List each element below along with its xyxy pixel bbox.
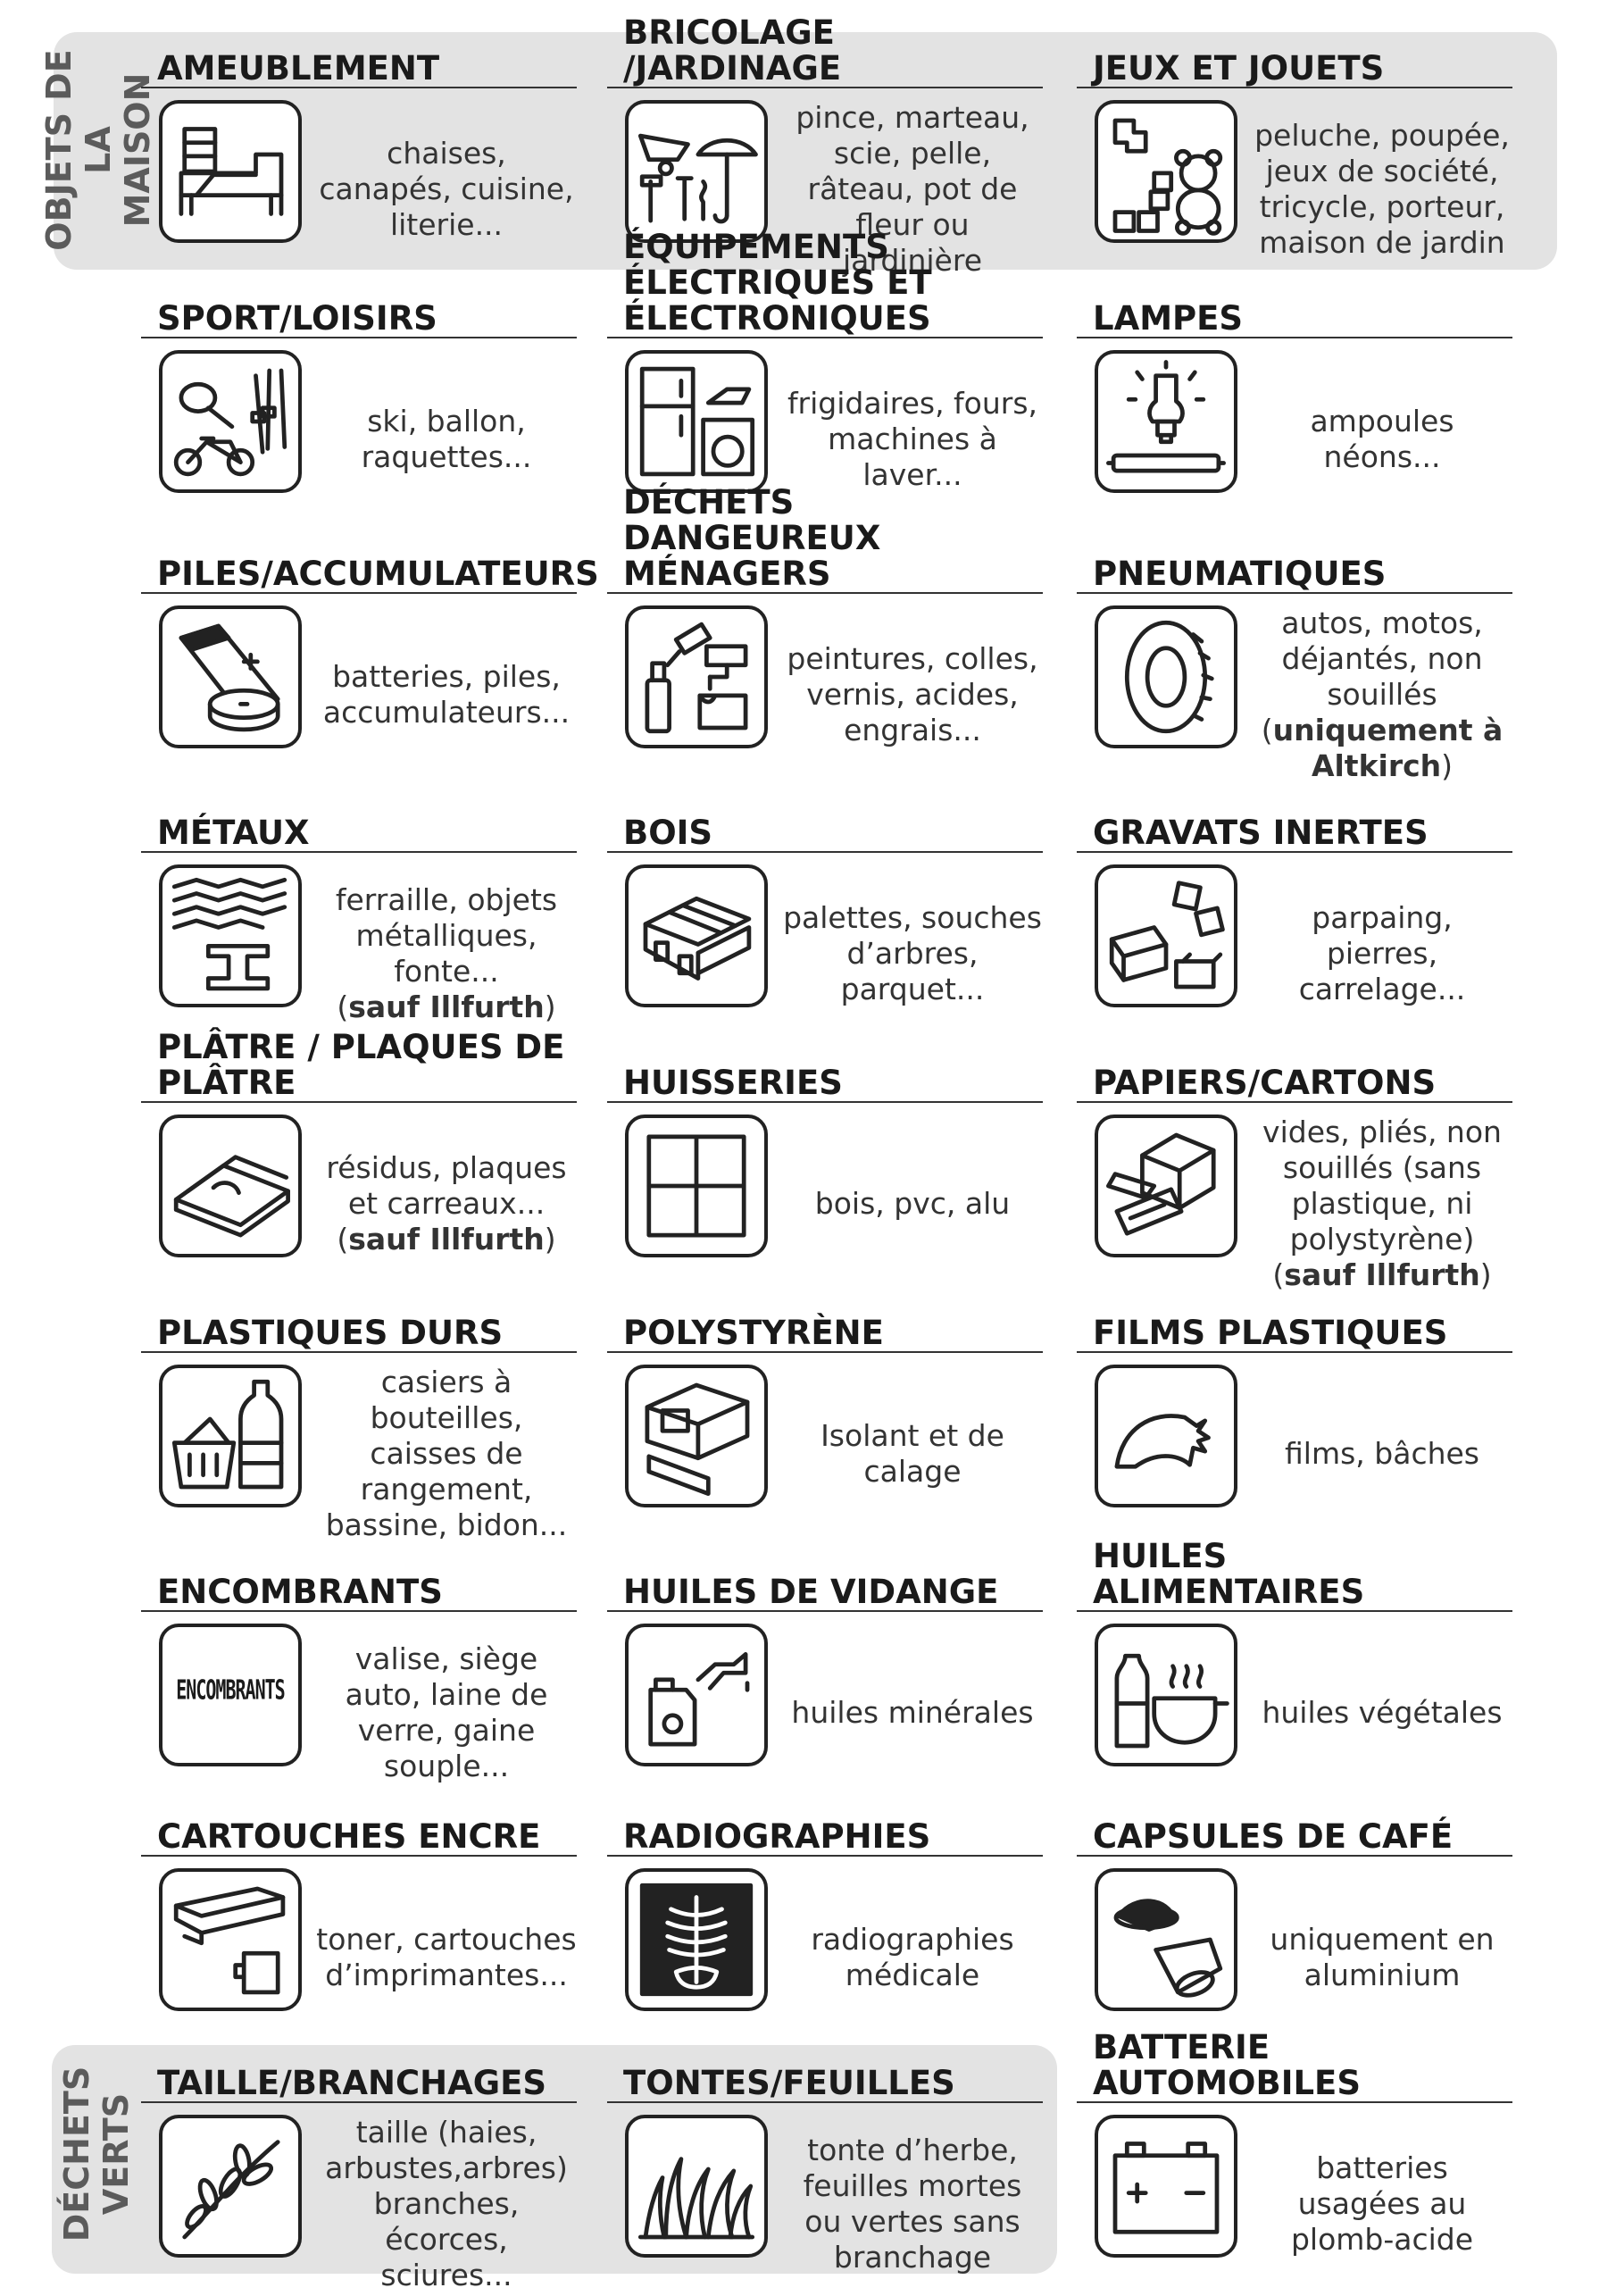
polystyrene-icon <box>625 1365 768 1507</box>
category-26 <box>607 2050 1043 2296</box>
category-description <box>782 1624 1043 1802</box>
category-description <box>1252 1868 1512 2047</box>
category-title: FILMS PLASTIQUES <box>1093 1314 1448 1352</box>
category-title: ÉQUIPEMENTS ÉLECTRIQUES ET ÉLECTRONIQUES <box>623 228 932 338</box>
description-text: valise, siège auto, laine de verre, gaine souple... <box>345 1641 548 1783</box>
description-text: radiographies médicale <box>811 1922 1014 1992</box>
lamp-bulb-icon <box>1095 350 1237 493</box>
divider <box>1077 1855 1512 1857</box>
description-text: toner, cartouches d’imprimantes... <box>316 1922 577 1992</box>
metal-beam-icon <box>159 864 302 1007</box>
category-20 <box>607 1559 1043 1805</box>
branch-leaves-icon <box>159 2115 302 2258</box>
category-24 <box>1077 1804 1512 2050</box>
rubble-bricks-icon <box>1095 864 1237 1007</box>
category-22 <box>141 1804 577 2050</box>
sport-bike-icon <box>159 350 302 493</box>
description-text: frigidaires, fours, machines à laver... <box>787 386 1038 492</box>
restriction-note: uniquement à Altkirch <box>1272 713 1504 783</box>
description-text: palettes, souches d’arbres, parquet... <box>783 900 1042 1006</box>
category-19 <box>141 1559 577 1805</box>
category-23 <box>607 1804 1043 2050</box>
divider <box>1077 1351 1512 1353</box>
grass-icon <box>625 2115 768 2258</box>
divider <box>607 592 1043 594</box>
description-text: huiles végétales <box>1262 1695 1503 1730</box>
category-description <box>782 1365 1043 1543</box>
household-items-label: OBJETS DE LA MAISON <box>39 49 157 251</box>
description-text: chaises, canapés, cuisine, literie... <box>319 136 574 242</box>
category-description <box>316 605 577 784</box>
category-description: vides, pliés, non souillés (sans plastique, ni polystyrène) (sauf Illfurth) <box>1262 1115 1502 1292</box>
appliances-icon <box>625 350 768 493</box>
description-text: bois, pvc, alu <box>814 1186 1011 1221</box>
category-16 <box>141 1300 577 1546</box>
tire-icon <box>1095 605 1237 748</box>
tools-umbrella-icon <box>625 100 768 243</box>
category-description: résidus, plaques et carreaux... (sauf Illfurth) <box>326 1150 567 1257</box>
divider <box>607 87 1043 88</box>
pallet-icon <box>625 864 768 1007</box>
category-description <box>782 864 1043 1043</box>
category-1 <box>141 36 577 281</box>
description-text: films, bâches <box>1285 1436 1479 1471</box>
divider <box>141 1855 577 1857</box>
category-title: BRICOLAGE /JARDINAGE <box>623 13 842 88</box>
category-18 <box>1077 1300 1512 1546</box>
category-title: HUILES DE VIDANGE <box>623 1573 999 1611</box>
description-text: peluche, poupée, jeux de société, tricycle, porteur, maison de jardin <box>1254 118 1510 260</box>
plastic-film-icon <box>1095 1365 1237 1507</box>
divider <box>607 1610 1043 1612</box>
category-title: GRAVATS INERTES <box>1093 814 1429 852</box>
divider <box>1077 592 1512 594</box>
category-title: TONTES/FEUILLES <box>623 2064 955 2102</box>
green-waste-label: DÉCHETS VERTS <box>57 2066 136 2242</box>
category-title: HUILES ALIMENTAIRES <box>1093 1537 1365 1611</box>
description-text: uniquement en aluminium <box>1270 1922 1495 1992</box>
divider <box>607 1855 1043 1857</box>
restriction-note: sauf Illfurth <box>1284 1257 1480 1292</box>
plaster-boards-icon <box>159 1115 302 1257</box>
restriction-note: sauf Illfurth <box>348 1222 545 1257</box>
divider <box>141 1101 577 1103</box>
category-title: CAPSULES DE CAFÉ <box>1093 1817 1454 1856</box>
divider <box>607 337 1043 338</box>
divider <box>1077 851 1512 853</box>
divider <box>607 2101 1043 2103</box>
divider <box>141 87 577 88</box>
category-9 <box>1077 541 1512 787</box>
car-battery-icon <box>1095 2115 1237 2258</box>
category-description <box>316 1624 577 1802</box>
furniture-bed-icon <box>159 100 302 243</box>
description-text: vides, pliés, non souillés (sans plastique, ni polystyrène) <box>1262 1115 1502 1257</box>
divider <box>141 2101 577 2103</box>
category-description: ferraille, objets métalliques, fonte... (sauf Illfurth) <box>335 882 558 1024</box>
category-description <box>316 2115 577 2293</box>
divider <box>607 851 1043 853</box>
toys-teddy-icon <box>1095 100 1237 243</box>
category-title: BOIS <box>623 814 713 852</box>
category-title: PILES/ACCUMULATEURS <box>157 555 599 593</box>
battery-icon <box>159 605 302 748</box>
category-description <box>782 1115 1043 1293</box>
category-description <box>316 1868 577 2047</box>
icon-label: ENCOMBRANTS <box>176 1674 285 1706</box>
category-description <box>782 605 1043 784</box>
description-text: huiles minérales <box>791 1695 1034 1730</box>
description-text: autos, motos, déjantés, non souillés <box>1281 605 1483 712</box>
category-7 <box>141 541 599 787</box>
category-title: POLYSTYRÈNE <box>623 1314 884 1352</box>
divider <box>141 1351 577 1353</box>
category-4 <box>141 286 577 531</box>
category-description <box>1252 1624 1512 1802</box>
category-6 <box>1077 286 1512 531</box>
category-21 <box>1077 1537 1512 1805</box>
category-12 <box>1077 800 1512 1046</box>
category-title: PLASTIQUES DURS <box>157 1314 504 1352</box>
cardboard-box-icon <box>1095 1115 1237 1257</box>
category-title: JEUX ET JOUETS <box>1093 49 1385 88</box>
category-title: SPORT/LOISIRS <box>157 299 437 338</box>
category-description <box>1252 100 1512 279</box>
category-description <box>1252 2115 1512 2293</box>
paint-cans-icon <box>625 605 768 748</box>
category-title: ENCOMBRANTS <box>157 1573 443 1611</box>
category-title: MÉTAUX <box>157 814 310 852</box>
category-13 <box>141 1028 577 1296</box>
plastic-basket-icon <box>159 1365 302 1507</box>
category-8 <box>607 483 1043 787</box>
description-text: résidus, plaques et carreaux... <box>326 1150 567 1221</box>
description-text: taille (haies, arbustes,arbres) branches, écorces, sciures... <box>325 2115 568 2292</box>
category-description <box>1252 1365 1512 1543</box>
category-description <box>782 1868 1043 2047</box>
category-title: RADIOGRAPHIES <box>623 1817 931 1856</box>
coffee-capsule-icon <box>1095 1868 1237 2011</box>
description-text: Isolant et de calage <box>820 1418 1004 1489</box>
category-27 <box>1077 2028 1512 2296</box>
category-11 <box>607 800 1043 1046</box>
divider <box>1077 1610 1512 1612</box>
divider <box>1077 1101 1512 1103</box>
description-text: parpaing, pierres, carrelage... <box>1298 900 1466 1006</box>
category-title: LAMPES <box>1093 299 1244 338</box>
category-10 <box>141 800 577 1046</box>
divider <box>1077 2101 1512 2103</box>
category-description <box>316 100 577 279</box>
divider <box>141 337 577 338</box>
category-17 <box>607 1300 1043 1546</box>
description-text: ferraille, objets métalliques, fonte... <box>335 882 558 989</box>
description-text: batteries, piles, accumulateurs... <box>322 659 571 730</box>
description-text: batteries usagées au plomb-acide <box>1290 2150 1474 2257</box>
oil-can-icon <box>625 1624 768 1766</box>
category-description <box>782 2115 1043 2293</box>
description-text: casiers à bouteilles, caisses de rangement, bassine, bidon... <box>325 1365 568 1542</box>
divider <box>607 1101 1043 1103</box>
category-description <box>1252 864 1512 1043</box>
category-description: autos, motos, déjantés, non souillés (uniquement à Altkirch) <box>1261 605 1504 783</box>
category-description <box>316 1365 577 1543</box>
restriction-note: sauf Illfurth <box>348 989 545 1024</box>
description-text: tonte d’herbe, feuilles mortes ou vertes sans branchage <box>803 2133 1022 2275</box>
category-title: DÉCHETS DANGEUREUX MÉNAGERS <box>623 483 881 593</box>
category-15 <box>1077 1050 1512 1296</box>
category-title: HUISSERIES <box>623 1064 843 1102</box>
divider <box>607 1351 1043 1353</box>
category-title: PAPIERS/CARTONS <box>1093 1064 1437 1102</box>
description-text: pince, marteau, scie, pelle, râteau, pot de fleur ou jardinière <box>796 100 1029 278</box>
category-25 <box>141 2050 577 2296</box>
xray-icon <box>625 1868 768 2011</box>
cooking-oil-icon <box>1095 1624 1237 1766</box>
category-title: BATTERIE AUTOMOBILES <box>1093 2028 1361 2102</box>
category-description <box>316 350 577 529</box>
divider <box>1077 87 1512 88</box>
category-14 <box>607 1050 1043 1296</box>
category-title: TAILLE/BRANCHAGES <box>157 2064 547 2102</box>
category-title: PNEUMATIQUES <box>1093 555 1387 593</box>
category-title: AMEUBLEMENT <box>157 49 440 88</box>
divider <box>1077 337 1512 338</box>
category-title: CARTOUCHES ENCRE <box>157 1817 541 1856</box>
category-description <box>1252 350 1512 529</box>
divider <box>141 592 577 594</box>
description-text: ampoules néons... <box>1310 404 1454 474</box>
window-icon <box>625 1115 768 1257</box>
category-3 <box>1077 36 1512 281</box>
divider <box>141 851 577 853</box>
description-text: ski, ballon, raquettes... <box>361 404 532 474</box>
bulky-text-icon <box>159 1624 302 1766</box>
description-text: peintures, colles, vernis, acides, engrais... <box>787 641 1038 747</box>
divider <box>141 1610 577 1612</box>
category-title: PLÂTRE / PLAQUES DE PLÂTRE <box>157 1028 565 1102</box>
ink-cartridge-icon <box>159 1868 302 2011</box>
